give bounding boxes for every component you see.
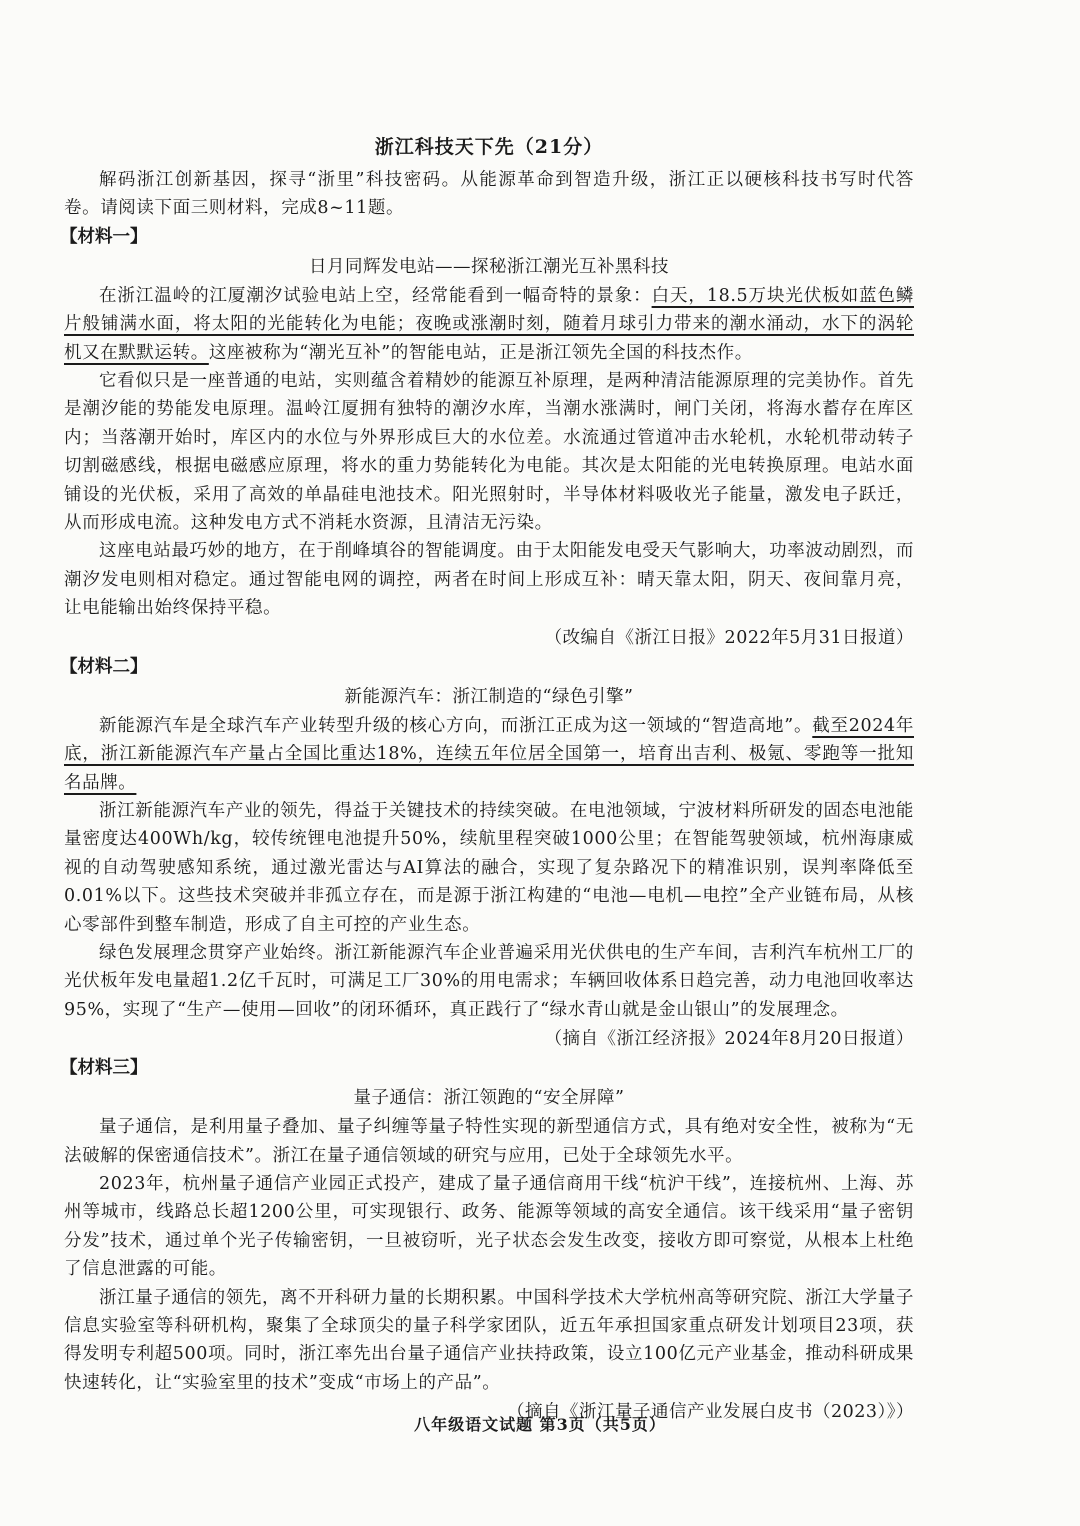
section-title: 浙江科技天下先（21分） xyxy=(374,136,604,158)
material-1-title: 日月同辉发电站——探秘浙江潮光互补黑科技 xyxy=(309,256,669,277)
material-1-p1-underlined: 白天，18.5万块光伏板如蓝色鳞片般铺满水面，将太阳的光能转化为电能；夜晚或涨潮时刻，随着月球引力带来的潮水涌动，水下的涡轮机又在默默运转。 xyxy=(64,285,914,363)
material-1-p1-text-b: 这座被称为“潮光互补”的智能电站，正是浙江领先全国的科技杰作。 xyxy=(208,342,753,363)
material-2-title: 新能源汽车：浙江制造的“绿色引擎” xyxy=(344,686,634,707)
material-3-paragraph-3: 浙江量子通信的领先，离不开科研力量的长期积累。中国科学技术大学杭州高等研究院、浙江大学量子信息实验室等科研机构，聚集了全球顶尖的量子科学家团队，近五年承担国家重点研发计划项目23项，获得发明专利超500项。同时，浙江率先出台量子通信产业扶持政策，设立100亿元产业基金，推动科研成果快速转化，让“实验室里的技术”变成“市场上的产品”。 xyxy=(64,1287,914,1393)
material-3-paragraph-1: 量子通信，是利用量子叠加、量子纠缠等量子特性实现的新型通信方式，具有绝对安全性，被称为“无法破解的保密通信技术”。浙江在量子通信领域的研究与应用，已处于全球领先水平。 xyxy=(64,1117,914,1166)
material-2-paragraph-1 xyxy=(64,712,914,797)
material-1-source: （改编自《浙江日报》2022年5月31日报道） xyxy=(544,627,914,648)
material-2-label: 【材料二】 xyxy=(60,656,148,677)
intro-paragraph: 解码浙江创新基因，探寻“浙里”科技密码。从能源革命到智造升级，浙江正以硬核科技书写时代答卷。请阅读下面三则材料，完成8~11题。 xyxy=(64,170,914,219)
material-2-paragraph-2: 浙江新能源汽车产业的领先，得益于关键技术的持续突破。在电池领域，宁波材料所研发的固态电池能量密度达400Wh/kg，较传统锂电池提升50%，续航里程突破1000公里；在智能驾驶领域，杭州海康威视的自动驾驶感知系统，通过激光雷达与AI算法的融合，实现了复杂路况下的精准识别，误判率降低至0.01%以下。这些技术突破并非孤立存在，而是源于浙江构建的“电池—电机—电控”全产业链布局，从核心零部件到整车制造，形成了自主可控的产业生态。 xyxy=(64,800,914,935)
material-1-label: 【材料一】 xyxy=(60,226,148,247)
material-2-source: （摘自《浙江经济报》2024年8月20日报道） xyxy=(544,1029,914,1050)
material-1-paragraph-2: 它看似只是一座普通的电站，实则蕴含着精妙的能源互补原理，是两种清洁能源原理的完美协作。首先是潮汐能的势能发电原理。温岭江厦拥有独特的潮汐水库，当潮水涨满时，闸门关闭，将海水蓄存在库区内；当落潮开始时，库区内的水位与外界形成巨大的水位差。水流通过管道冲击水轮机，水轮机带动转子切割磁感线，根据电磁感应原理，将水的重力势能转化为电能。其次是太阳能的光电转换原理。电站水面铺设的光伏板，采用了高效的单晶硅电池技术。阳光照射时，半导体材料吸收光子能量，激发电子跃迁，从而形成电流。这种发电方式不消耗水资源，且清洁无污染。 xyxy=(64,371,914,534)
material-3-paragraph-2: 2023年，杭州量子通信产业园正式投产，建成了量子通信商用干线“杭沪干线”，连接杭州、上海、苏州等城市，线路总长超1200公里，可实现银行、政务、能源等领域的高安全通信。该干线采用“量子密钥分发”技术，通过单个光子传输密钥，一旦被窃听，光子状态会发生改变，接收方即可察觉，从根本上杜绝了信息泄露的可能。 xyxy=(64,1173,914,1280)
material-3-title: 量子通信：浙江领跑的“安全屏障” xyxy=(353,1088,625,1109)
material-3-label: 【材料三】 xyxy=(60,1058,148,1079)
material-1-paragraph-1 xyxy=(64,282,914,367)
page-footer: 八年级语文试题 第3页（共5页） xyxy=(414,1415,666,1434)
material-2-p1-underlined: 截至2024年底，浙江新能源汽车产量占全国比重达18%，连续五年位居全国第一，培育出吉利、极氪、零跑等一批知名品牌。 xyxy=(64,715,914,793)
material-2-p1-text-a: 新能源汽车是全球汽车产业转型升级的核心方向，而浙江正成为这一领域的“智造高地”。 xyxy=(99,715,813,736)
material-2-paragraph-3: 绿色发展理念贯穿产业始终。浙江新能源汽车企业普遍采用光伏供电的生产车间，吉利汽车杭州工厂的光伏板年发电量超1.2亿千瓦时，可满足工厂30%的用电需求；车辆回收体系日趋完善，动力电池回收率达95%，实现了“生产—使用—回收”的闭环循环，真正践行了“绿水青山就是金山银山”的发展理念。 xyxy=(64,942,914,1020)
material-3-source: （摘自《浙江量子通信产业发展白皮书（2023）》） xyxy=(506,1402,914,1423)
material-1-paragraph-3: 这座电站最巧妙的地方，在于削峰填谷的智能调度。由于太阳能发电受天气影响大，功率波动剧烈，而潮汐发电则相对稳定。通过智能电网的调控，两者在时间上形成互补：晴天靠太阳，阴天、夜间靠月亮，让电能输出始终保持平稳。 xyxy=(64,541,914,619)
material-1-p1-text-a: 在浙江温岭的江厦潮汐试验电站上空，经常能看到一幅奇特的景象： xyxy=(99,285,652,306)
